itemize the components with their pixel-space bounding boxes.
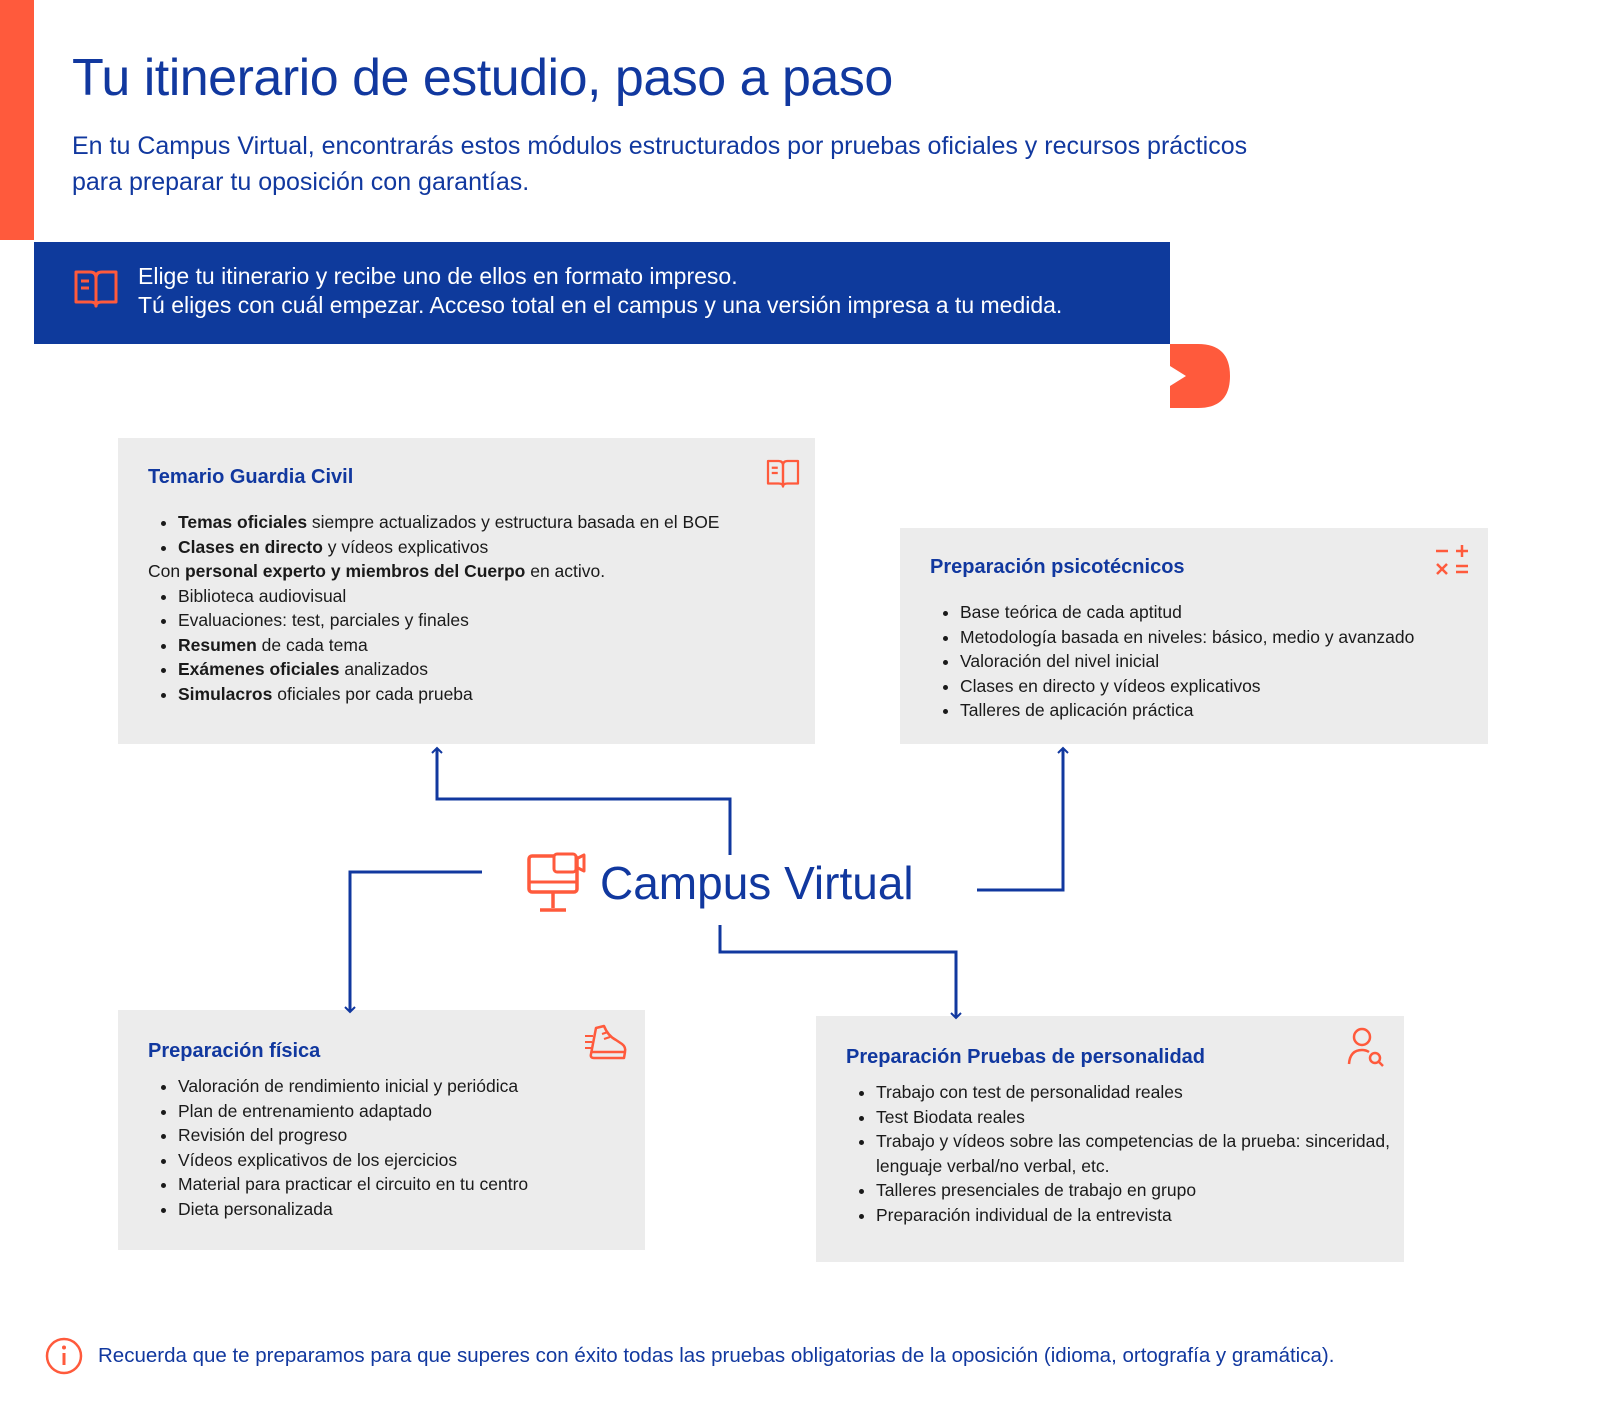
list-item: • Base teórica de cada aptitud: [960, 600, 1478, 625]
list-item: • Clases en directo y vídeos explicativos: [178, 535, 805, 560]
list-item: • Valoración de rendimiento inicial y periódica: [178, 1074, 635, 1099]
info-icon: [44, 1336, 84, 1376]
connector-to-fisica: [350, 872, 482, 1012]
subtitle-line-2: para preparar tu oposición con garantías.: [72, 168, 530, 196]
list-item: • Material para practicar el circuito en tu centro: [178, 1172, 635, 1197]
card-title: Preparación psicotécnicos: [930, 556, 1185, 578]
list-item: • Trabajo y vídeos sobre las competencias de la prueba: sinceridad, lenguaje verbal/no verbal, etc.: [876, 1129, 1394, 1178]
list-item: • Vídeos explicativos de los ejercicios: [178, 1148, 635, 1173]
list-item: • Dieta personalizada: [178, 1197, 635, 1222]
banner-line-2: Tú eliges con cuál empezar. Acceso total en el campus y una versión impresa a tu medida.: [138, 292, 1063, 318]
list-item: • Temas oficiales siempre actualizados y estructura basada en el BOE: [178, 510, 805, 535]
card-title: Temario Guardia Civil: [148, 466, 354, 488]
list-item: • Biblioteca audiovisual: [178, 584, 805, 609]
subtitle-line-1: En tu Campus Virtual, encontrarás estos módulos estructurados por pruebas oficiales y recursos prácticos: [72, 132, 1248, 160]
connector-to-psicotecnicos: [977, 748, 1063, 890]
list-item: • Clases en directo y vídeos explicativos: [960, 674, 1478, 699]
connector-to-personalidad: [720, 925, 956, 1018]
connector-to-temario: [437, 748, 730, 855]
staff-note: Con personal experto y miembros del Cuerpo en activo.: [148, 561, 606, 581]
list-item: • Exámenes oficiales analizados: [178, 657, 805, 682]
list-item: • Resumen de cada tema: [178, 633, 805, 658]
campus-virtual-label: Campus Virtual: [600, 857, 914, 909]
list-item: • Talleres presenciales de trabajo en grupo: [876, 1178, 1394, 1203]
list-item: • Revisión del progreso: [178, 1123, 635, 1148]
computer-monitor-icon: [526, 850, 588, 920]
list-item: • Trabajo con test de personalidad reales: [876, 1080, 1394, 1105]
list-item: • Plan de entrenamiento adaptado: [178, 1099, 635, 1124]
list-item: • Valoración del nivel inicial: [960, 649, 1478, 674]
list-item: • Evaluaciones: test, parciales y finales: [178, 608, 805, 633]
footer-note: Recuerda que te preparamos para que superes con éxito todas las pruebas obligatorias de la oposición (idioma, ortografía y gramática).: [98, 1344, 1335, 1367]
list-item: • Metodología basada en niveles: básico, medio y avanzado: [960, 625, 1478, 650]
list-item: • Talleres de aplicación práctica: [960, 698, 1478, 723]
list-item: • Simulacros oficiales por cada prueba: [178, 682, 805, 707]
card-title: Preparación Pruebas de personalidad: [846, 1046, 1206, 1068]
banner-line-1: Elige tu itinerario y recibe uno de ellos en formato impreso.: [138, 263, 738, 289]
list-item: • Preparación individual de la entrevista: [876, 1203, 1394, 1228]
card-title: Preparación física: [148, 1040, 321, 1062]
list-item: • Test Biodata reales: [876, 1105, 1394, 1130]
page-title: Tu itinerario de estudio, paso a paso: [72, 49, 893, 107]
